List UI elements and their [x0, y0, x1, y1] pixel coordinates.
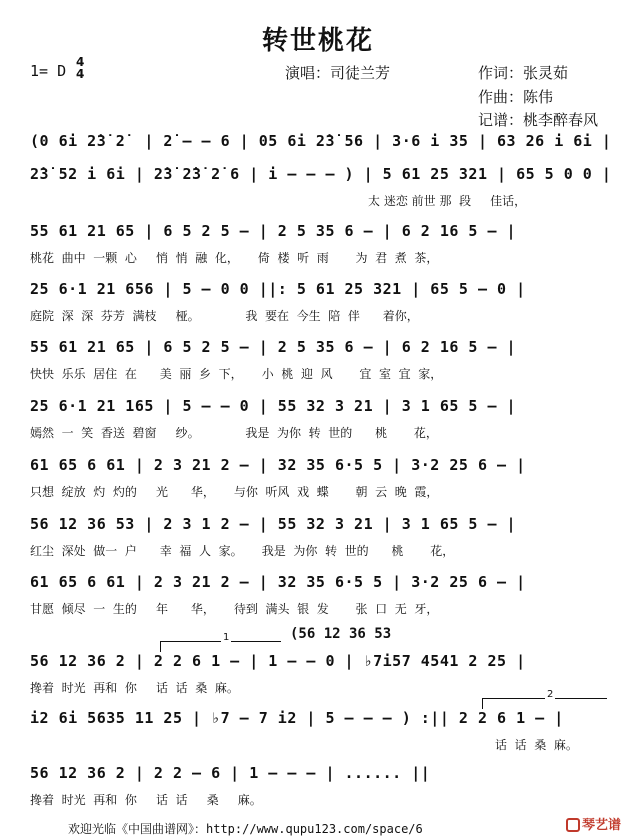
- time-signature: [76, 56, 84, 80]
- row-lyrics: 庭院 深 深 芬芳 满枝 桠。 我 要在 今生 陪 伴 着你，: [30, 309, 419, 323]
- row-lyrics: 只想 绽放 灼 灼的 光 华， 与你 听风 戏 蝶 朝 云 晚 霞，: [30, 485, 439, 499]
- row-notes: 56 12 36 2 | 2 2 – 6 | 1 – – – | ...... ||: [30, 764, 431, 782]
- row-lyrics: 快快 乐乐 居住 在 美 丽 乡 下， 小 桃 迎 风 宜 室 宜 家，: [30, 367, 443, 381]
- row-lyrics: 甘愿 倾尽 一 生的 年 华， 待到 满头 银 发 张 口 无 牙，: [30, 602, 439, 616]
- lyricist-credit: 作词：张灵茹: [478, 64, 569, 82]
- meter-top: 4: [76, 55, 85, 69]
- row-lyrics: 话 话 桑 麻。: [495, 738, 578, 752]
- row-notes: 25 6·1 21 165 | 5 – – 0 | 55 32 3 21 | 3 1 65 5 – |: [30, 397, 517, 415]
- logo-text: 琴艺谱: [582, 818, 622, 833]
- row-lyrics: 桃花 曲中 一颗 心 悄 悄 融 化， 倚 楼 听 雨 为 君 煮 茶，: [30, 251, 439, 265]
- row-notes: 55 61 21 65 | 6 5 2 5 – | 2 5 35 6 – | 6 2 16 5 – |: [30, 222, 517, 240]
- row-notes: 55 61 21 65 | 6 5 2 5 – | 2 5 35 6 – | 6 2 16 5 – |: [30, 338, 517, 356]
- bracket-phrase: (56 12 36 53: [290, 626, 392, 642]
- key-signature: 1= D: [30, 62, 67, 80]
- row-lyrics: 红尘 深处 做一 户 幸 福 人 家。 我是 为你 转 世的 桃 花，: [30, 544, 455, 558]
- row-notes: 56 12 36 53 | 2 3 1 2 – | 55 32 3 21 | 3 1 65 5 – |: [30, 515, 517, 533]
- site-logo: [566, 814, 621, 833]
- row-notes: 56 12 36 2 | 2 2 6 1 – | 1 – – 0 | ♭7i57 4541 2 25 |: [30, 652, 526, 670]
- row-notes: 61 65 6 61 | 2 3 21 2 – | 32 35 6·5 5 | 3·2 25 6 – |: [30, 573, 526, 591]
- row-lyrics: 嫣然 一 笑 香送 碧窗 纱。 我是 为你 转 世的 桃 花，: [30, 426, 438, 440]
- qinyipu-logo-icon: [566, 818, 580, 832]
- row-notes: 2̇3̇ 52 i 6i | 2̇3̇ 2̇3̇ 2̇ 6 | i – – – ) | 5 61 25 321 | 65 5 0 0 |: [30, 165, 612, 183]
- volta-1: 1: [160, 641, 281, 652]
- row-lyrics: 太 迷恋 前世 那 段 佳话，: [368, 194, 527, 208]
- row-notes: 61 65 6 61 | 2 3 21 2 – | 32 35 6·5 5 | 3·2 25 6 – |: [30, 456, 526, 474]
- composer-credit: 作曲：陈伟: [478, 88, 554, 106]
- transcriber-credit: 记谱：桃李醉春风: [478, 111, 599, 129]
- meter-bottom: 4: [76, 67, 85, 81]
- row-notes: 25 6·1 21 656 | 5 – 0 0 ||: 5 61 25 321 | 65 5 – 0 |: [30, 280, 526, 298]
- footer-text: 欢迎光临《中国曲谱网》：http://www.qupu123.com/space/6: [68, 822, 423, 836]
- row-lyrics: 搀着 时光 再和 你 话 话 桑 麻。: [30, 793, 262, 807]
- row-notes: (0 6i 2̇3̇ 2̇ | 2̇ – – 6 | 05 6i 2̇3̇ 56 | 3·6 i 35 | 63 26 i 6i |: [30, 132, 612, 150]
- row-lyrics: 搀着 时光 再和 你 话 话 桑 麻。: [30, 681, 239, 695]
- volta-2: 2: [482, 698, 607, 709]
- singer-credit: 演唱：司徒兰芳: [285, 64, 391, 82]
- song-title: 转世桃花: [261, 26, 374, 56]
- row-notes: i2 6i 5635 11 25 | ♭7 – 7 i2 | 5 – – – ) :|| 2 2 6 1 – |: [30, 709, 564, 727]
